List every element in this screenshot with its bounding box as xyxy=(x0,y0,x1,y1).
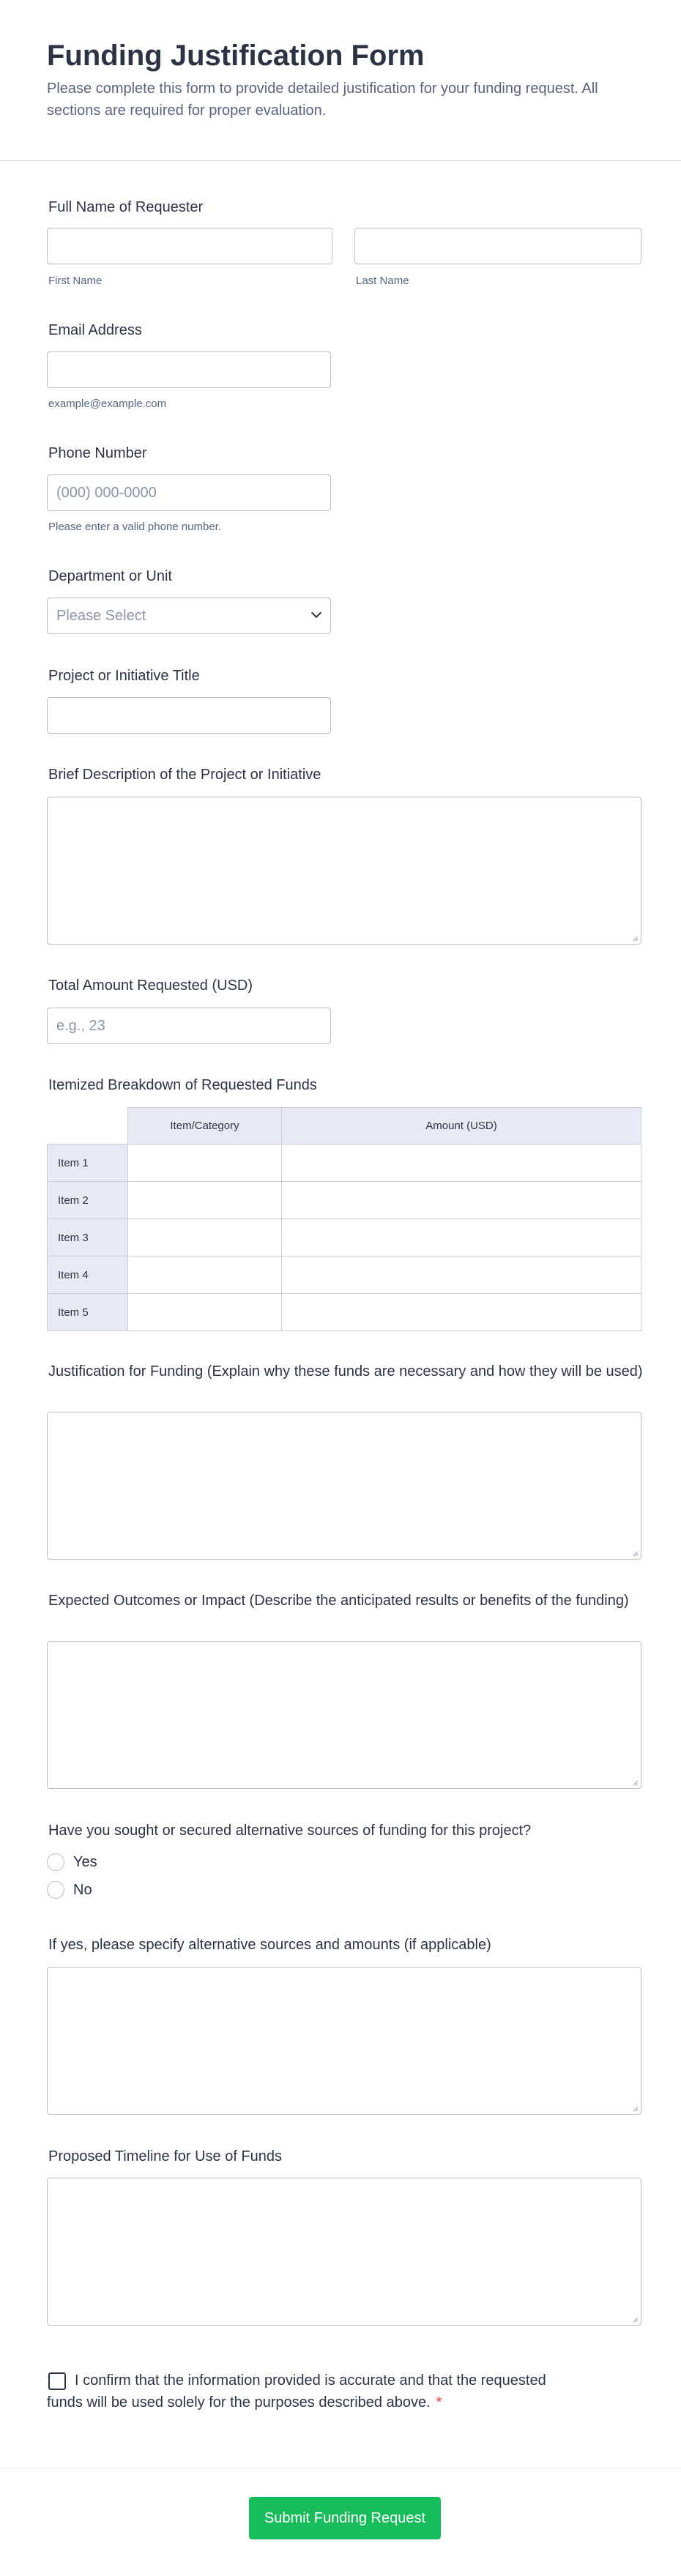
form-description: Please complete this form to provide detailed justification for your funding request. All sections are required for proper evaluation. xyxy=(47,81,598,119)
item-cell[interactable] xyxy=(128,1294,282,1331)
table-row xyxy=(48,1257,641,1294)
email-sublabel: example@example.com xyxy=(48,398,167,410)
timeline-label: Proposed Timeline for Use of Funds xyxy=(48,2148,283,2164)
breakdown-label: Itemized Breakdown of Requested Funds xyxy=(48,1077,317,1093)
department-label: Department or Unit xyxy=(48,568,172,584)
consent-text xyxy=(47,2370,552,2413)
phone-sublabel: Please enter a valid phone number. xyxy=(48,521,221,533)
justification-label: Justification for Funding (Explain why these funds are necessary and how they will be used) xyxy=(48,1363,643,1380)
required-asterisk: * xyxy=(436,2394,442,2411)
project-title-label: Project or Initiative Title xyxy=(48,668,200,684)
row-label: Item 5 xyxy=(48,1294,128,1331)
row-label: Item 4 xyxy=(48,1257,128,1294)
radio-option-yes[interactable] xyxy=(47,1852,193,1872)
resize-handle-icon[interactable] xyxy=(631,1549,639,1557)
department-select[interactable] xyxy=(47,598,331,634)
amount-input[interactable] xyxy=(47,1008,331,1044)
item-input[interactable] xyxy=(128,1144,281,1181)
amount-cell[interactable] xyxy=(282,1182,641,1219)
item-cell[interactable] xyxy=(128,1219,282,1257)
amount-cell-input[interactable] xyxy=(282,1182,641,1218)
consent-label: I confirm that the information provided is accurate and that the requested funds will be used solely for the purposes described above. xyxy=(47,2372,546,2411)
table-row xyxy=(48,1144,641,1182)
radio-button[interactable] xyxy=(47,1881,64,1899)
breakdown-table xyxy=(47,1107,641,1331)
row-label: Item 2 xyxy=(48,1182,128,1219)
phone-input[interactable] xyxy=(47,474,331,511)
radio-label: No xyxy=(73,1882,92,1898)
amount-cell[interactable] xyxy=(282,1257,641,1294)
amount-cell[interactable] xyxy=(282,1219,641,1257)
timeline-textarea[interactable] xyxy=(47,2178,641,2326)
amount-cell[interactable] xyxy=(282,1144,641,1182)
full-name-label: Full Name of Requester xyxy=(48,199,204,215)
form-header xyxy=(0,0,681,161)
email-input[interactable] xyxy=(47,351,331,388)
table-row xyxy=(48,1219,641,1257)
resize-handle-icon[interactable] xyxy=(631,2104,639,2112)
row-label: Item 3 xyxy=(48,1219,128,1257)
resize-handle-icon[interactable] xyxy=(631,1779,639,1786)
table-row xyxy=(48,1294,641,1331)
column-header-amount: Amount (USD) xyxy=(282,1108,641,1144)
amount-cell-input[interactable] xyxy=(282,1219,641,1256)
alt-sources-label: If yes, please specify alternative sources and amounts (if applicable) xyxy=(48,1937,491,1953)
description-label: Brief Description of the Project or Initiative xyxy=(48,767,321,783)
resize-handle-icon[interactable] xyxy=(631,934,639,942)
resize-handle-icon[interactable] xyxy=(631,2315,639,2323)
item-cell[interactable] xyxy=(128,1182,282,1219)
alt-sources-textarea[interactable] xyxy=(47,1967,641,2115)
department-selected-value: Please Select xyxy=(56,608,146,624)
form-title: Funding Justification Form xyxy=(47,40,425,72)
chevron-down-icon xyxy=(311,608,321,618)
alternatives-label: Have you sought or secured alternative sources of funding for this project? xyxy=(48,1823,532,1839)
table-corner xyxy=(48,1108,128,1144)
amount-cell-input[interactable] xyxy=(282,1257,641,1293)
first-name-sublabel: First Name xyxy=(48,275,103,287)
item-cell[interactable] xyxy=(128,1144,282,1182)
amount-cell-input[interactable] xyxy=(282,1294,641,1330)
first-name-input[interactable] xyxy=(47,228,332,264)
outcomes-textarea[interactable] xyxy=(47,1641,641,1789)
last-name-sublabel: Last Name xyxy=(356,275,409,287)
justification-textarea[interactable] xyxy=(47,1412,641,1560)
radio-label: Yes xyxy=(73,1854,97,1870)
last-name-input[interactable] xyxy=(354,228,641,264)
amount-cell[interactable] xyxy=(282,1294,641,1331)
item-input[interactable] xyxy=(128,1182,281,1218)
item-input[interactable] xyxy=(128,1219,281,1256)
outcomes-label: Expected Outcomes or Impact (Describe the anticipated results or benefits of the funding) xyxy=(48,1593,629,1609)
item-input[interactable] xyxy=(128,1257,281,1293)
submit-button[interactable]: Submit Funding Request xyxy=(249,2497,441,2539)
email-label: Email Address xyxy=(48,322,142,338)
amount-cell-input[interactable] xyxy=(282,1144,641,1181)
item-cell[interactable] xyxy=(128,1257,282,1294)
column-header-item: Item/Category xyxy=(128,1108,282,1144)
radio-button[interactable] xyxy=(47,1853,64,1871)
row-label: Item 1 xyxy=(48,1144,128,1182)
item-input[interactable] xyxy=(128,1294,281,1330)
project-title-input[interactable] xyxy=(47,697,331,734)
radio-option-no[interactable] xyxy=(47,1880,193,1900)
description-textarea[interactable] xyxy=(47,797,641,945)
table-header-row xyxy=(48,1108,641,1144)
amount-label: Total Amount Requested (USD) xyxy=(48,978,253,994)
phone-label: Phone Number xyxy=(48,445,147,461)
table-row xyxy=(48,1182,641,1219)
